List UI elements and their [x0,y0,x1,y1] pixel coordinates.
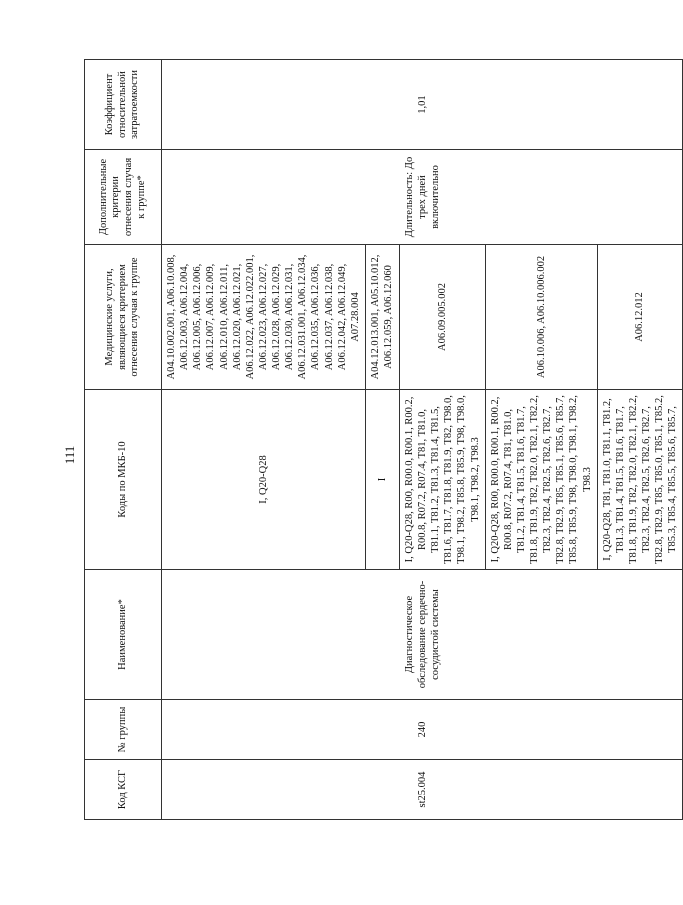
header-name: Наименование* [85,570,162,700]
mkb-codes-cell: I, Q20-Q28 [162,390,366,570]
header-mkb-codes: Коды по МКБ-10 [85,390,162,570]
header-group-number: № группы [85,700,162,760]
services-cell: A06.09.005.002 [399,245,485,390]
table-row [162,60,366,820]
mkb-codes-cell: I, Q20-Q28, T81, T81.0, T81.1, T81.2, T81.3, T81.4, T81.5, T81.6, T81.7, T81.8, T81.9, T82, T82.0, T82.1, T82.2, T82.3, T82.4, T82.5, T82.6, T82.7, T82.8, T82.9, T85, T85.0, T85.1, T85.2, T85.3, T85.4, T85.5, T85.6, T85.7, [597,390,683,570]
header-ksg-code: Код КСГ [85,760,162,820]
page-number: 111 [62,445,77,465]
mkb-codes-cell: I, Q20-Q28, R00, R00.0, R00.1, R00.2, R00.8, R07.2, R07.4, T81, T81.0, T81.1, T81.2, T81.3, T81.4, T81.5, T81.6, T81.7, T81.8, T81.9, T82, T98.0, T98.1, T98.2, T85.8, T85.9, T98, T98.0, T98.1, T98.2, T98.3 [399,390,485,570]
table-header-row [85,60,162,820]
rotated-table-container [84,60,679,820]
coefficient-cell: 1,01 [162,60,683,150]
mkb-codes-cell: I [365,390,399,570]
group-number-cell: 240 [162,700,683,760]
services-cell: A04.10.002.001, A06.10.008, A06.12.003, A06.12.004, A06.12.005, A06.12.006, A06.12.007, A06.12.009, A06.12.010, A06.12.011, A06.12.020, A06.12.021, A06.12.022, A06.12.022.001, A06.12.023, A06.12.027, A06.12.028, A06.12.029, A06.12.030, A06.12.031, A06.12.031.001, A06.12.034, A06.12.035, A06.12.036, A06.12.037, A06.12.038, A06.12.042, A06.12.049, A07.28.004 [162,245,366,390]
services-cell: A06.10.006, A06.10.006.002 [485,245,597,390]
header-coefficient: Коэффициент относительной затратоемкости [85,60,162,150]
header-additional-criteria: Дополнительные критерии отнесения случая к группе* [85,150,162,245]
services-cell: A04.12.013.001, A05.10.012, A06.12.059, A06.12.060 [365,245,399,390]
criteria-cell: Длительность: До трех дней включительно [162,150,683,245]
ksg-code-cell: st25.004 [162,760,683,820]
mkb-codes-cell: I, Q20-Q28, R00, R00.0, R00.1, R00.2, R00.8, R07.2, R07.4, T81, T81.0, T81.2, T81.4, T81.5, T81.6, T81.7, T81.8, T81.9, T82, T82.0, T82.1, T82.2, T82.3, T82.4, T82.5, T82.6, T82.7, T82.8, T82.9, T85, T85.1, T85.6, T85.7, T85.8, T85.9, T98, T98.0, T98.1, T98.2, T98.3 [485,390,597,570]
services-cell: A06.12.012 [597,245,683,390]
group-name-cell: Диагностическое обследование сердечно-сосудистой системы [162,570,683,700]
ksg-table [84,59,683,820]
header-medical-services: Медицинские услуги, являющиеся критерием отнесения случая к группе [85,245,162,390]
